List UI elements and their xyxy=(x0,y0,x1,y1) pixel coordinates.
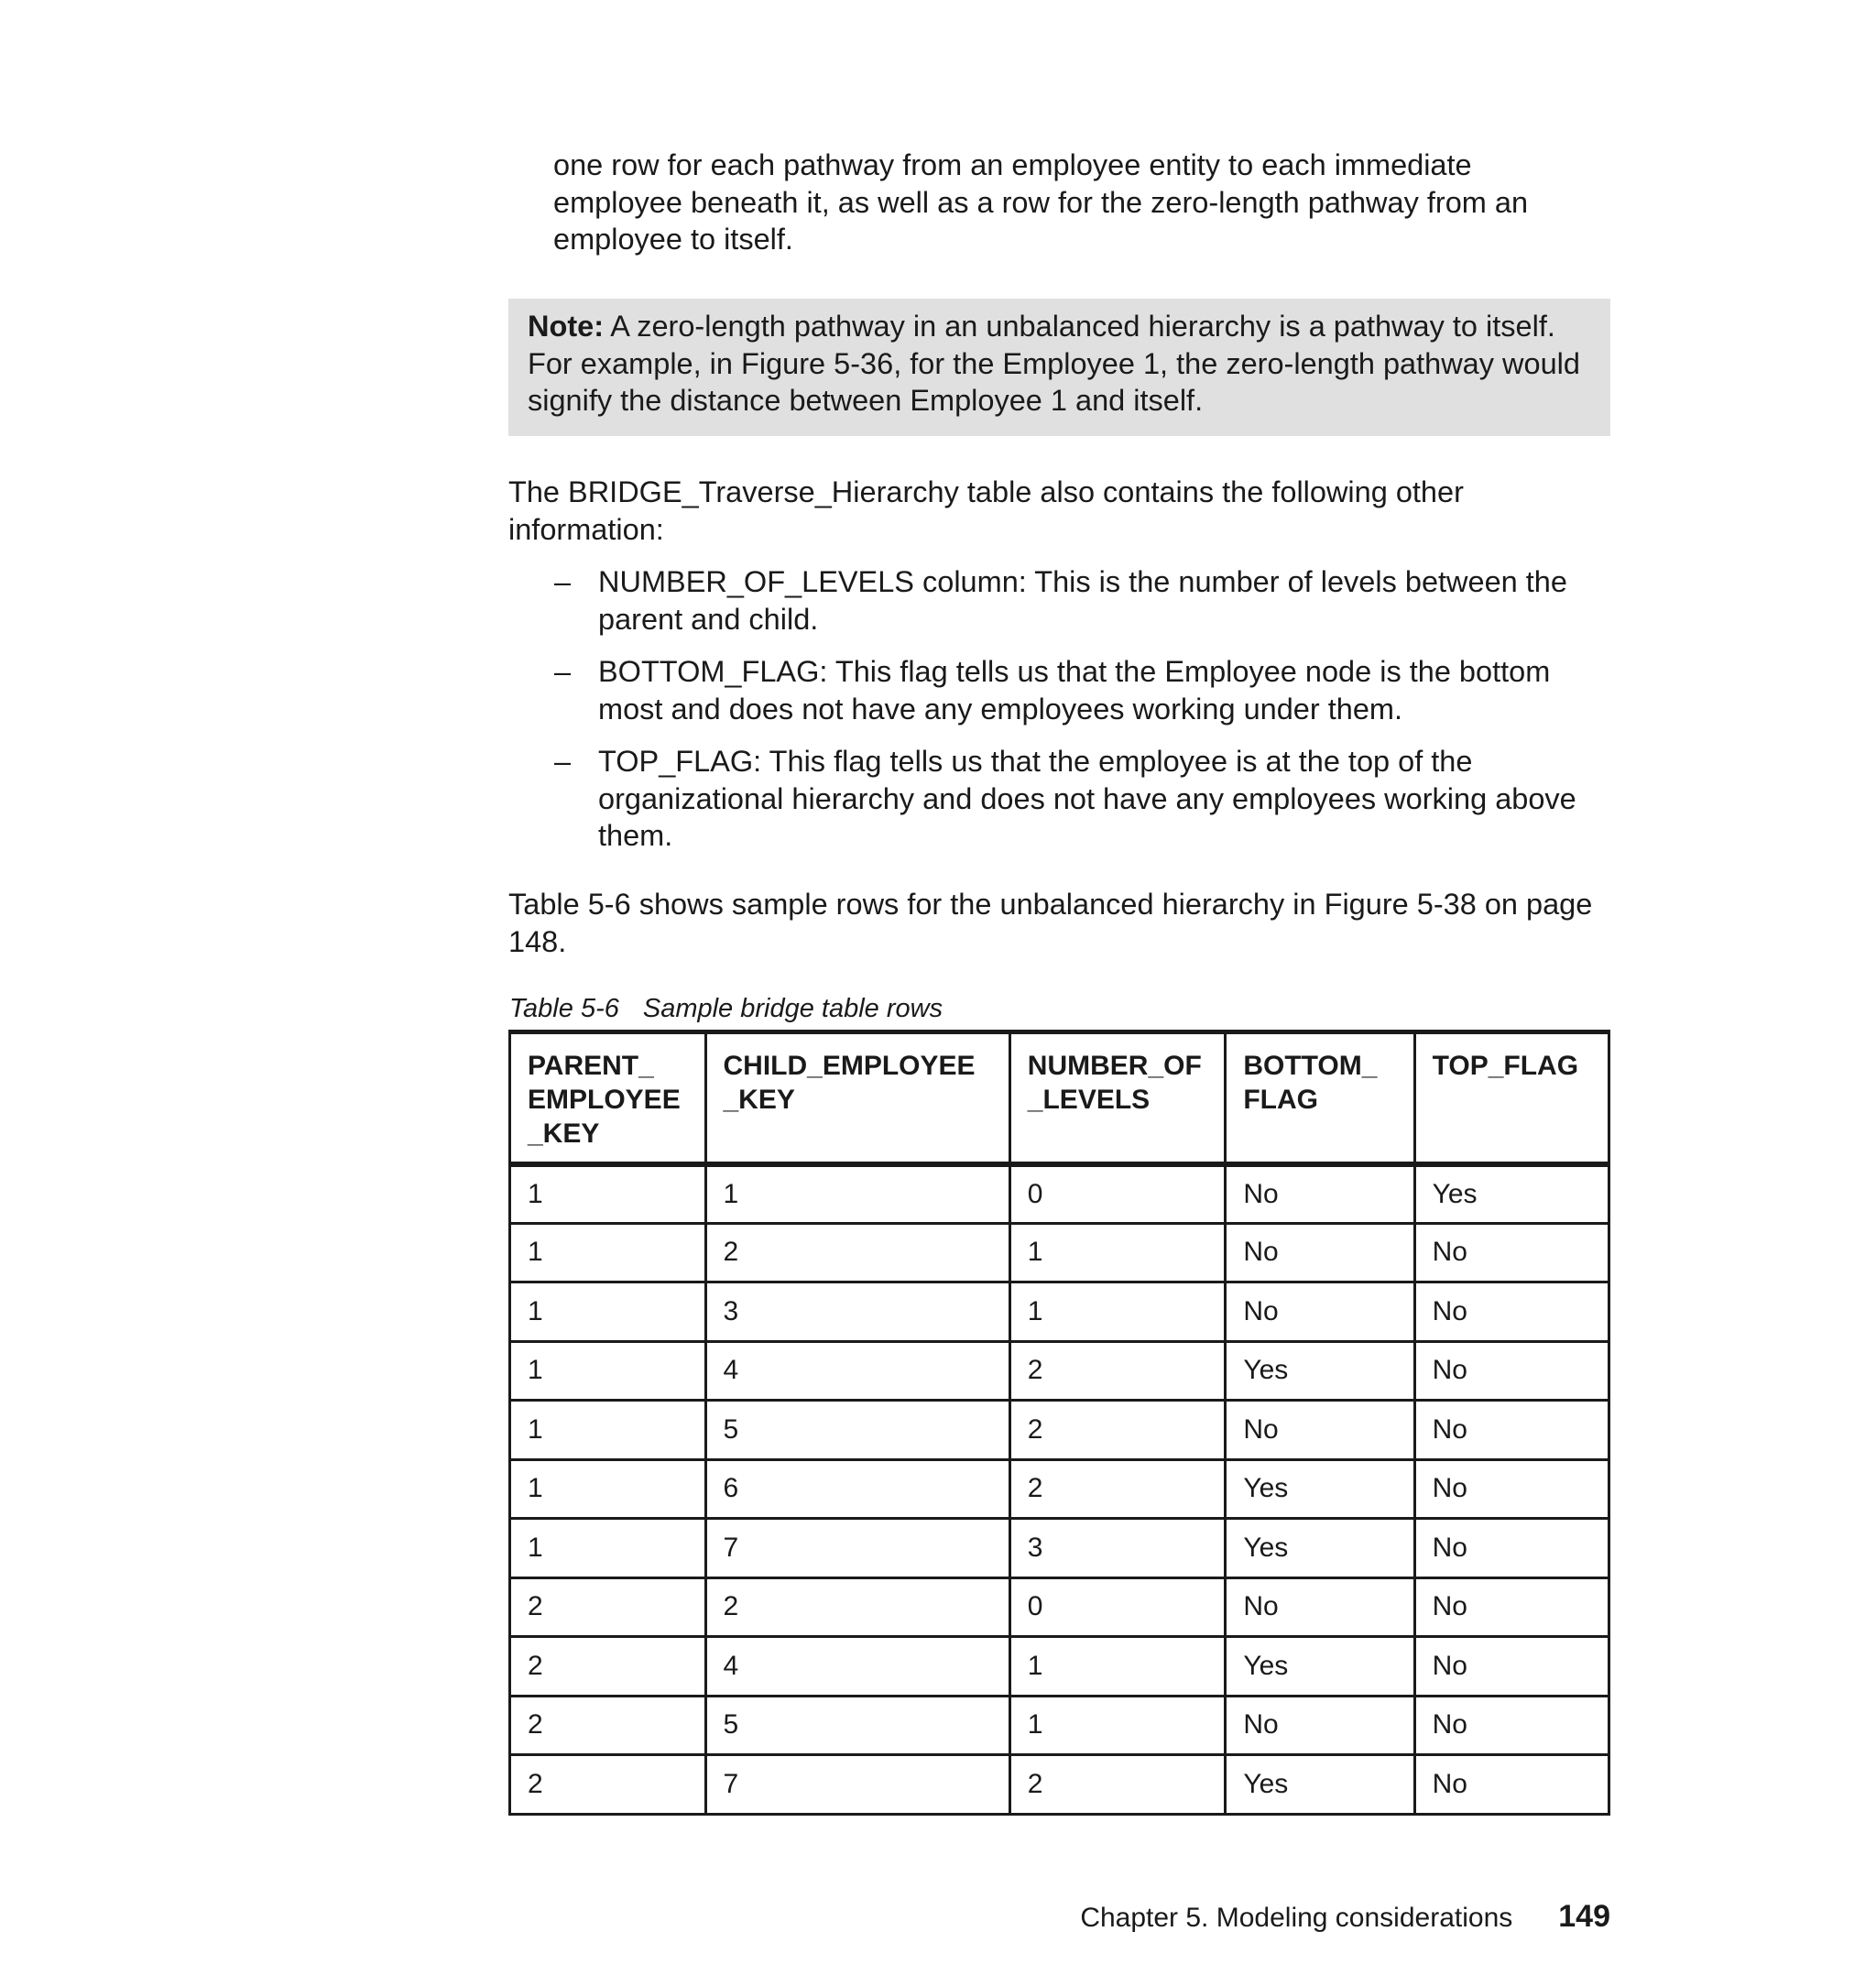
column-header: TOP_FLAG xyxy=(1414,1032,1609,1164)
table-cell: Yes xyxy=(1414,1164,1609,1224)
table-cell: 2 xyxy=(510,1637,706,1697)
table-cell: 1 xyxy=(1009,1223,1226,1282)
footer-chapter-title: Chapter 5. Modeling considerations xyxy=(1080,1903,1513,1933)
table-cell: 7 xyxy=(705,1755,1009,1815)
table-cell: 0 xyxy=(1009,1577,1226,1637)
table-reference-paragraph: Table 5-6 shows sample rows for the unbalanced hierarchy in Figure 5-38 on page 148. xyxy=(508,888,1593,958)
table-row xyxy=(510,1577,1609,1637)
table-cell: 1 xyxy=(1009,1696,1226,1755)
table-cell: 2 xyxy=(1009,1341,1226,1401)
bullet-dash: – xyxy=(554,565,572,598)
bullet-item xyxy=(554,653,1617,727)
table-cell: 4 xyxy=(705,1637,1009,1697)
table-row xyxy=(510,1755,1609,1815)
table-header-row xyxy=(510,1032,1609,1164)
table-cell: No xyxy=(1226,1223,1414,1282)
table-caption-number: Table 5-6 xyxy=(509,994,619,1023)
table-cell: No xyxy=(1226,1696,1414,1755)
intro-line: employee beneath it, as well as a row for the zero-length pathway from an xyxy=(553,185,1529,219)
table-cell: 3 xyxy=(1009,1519,1226,1578)
table-cell: 1 xyxy=(510,1459,706,1519)
intro-line: one row for each pathway from an employee entity to each immediate xyxy=(553,148,1472,181)
table-cell: 1 xyxy=(510,1223,706,1282)
note-text: A zero-length pathway in an unbalanced hierarchy is a pathway to itself. For example, in Figure 5-36, for the Employee 1, the zero-length pathway would signify the distance between Employee 1 and itself. xyxy=(528,310,1580,417)
table-cell: 0 xyxy=(1009,1164,1226,1224)
bullet-dash: – xyxy=(554,745,572,778)
table-cell: No xyxy=(1414,1341,1609,1401)
bullet-item xyxy=(554,563,1617,638)
column-header: CHILD_EMPLOYEE _KEY xyxy=(705,1032,1009,1164)
table-cell: 1 xyxy=(705,1164,1009,1224)
bullet-dash: – xyxy=(554,655,572,688)
table-cell: 7 xyxy=(705,1519,1009,1578)
bullet-text: NUMBER_OF_LEVELS column: This is the number of levels between the parent and child. xyxy=(598,565,1567,636)
table-cell: No xyxy=(1414,1282,1609,1342)
table-cell: No xyxy=(1414,1223,1609,1282)
table-cell: No xyxy=(1414,1401,1609,1460)
table-cell: 2 xyxy=(510,1696,706,1755)
table-cell: 1 xyxy=(1009,1282,1226,1342)
intro-line: employee to itself. xyxy=(553,223,793,256)
table-row xyxy=(510,1223,1609,1282)
table-cell: 1 xyxy=(1009,1637,1226,1697)
table-cell: No xyxy=(1226,1401,1414,1460)
page-number: 149 xyxy=(1558,1899,1610,1934)
table-cell: 1 xyxy=(510,1341,706,1401)
table-row xyxy=(510,1164,1609,1224)
table-cell: 5 xyxy=(705,1696,1009,1755)
table-row xyxy=(510,1341,1609,1401)
table-cell: 1 xyxy=(510,1519,706,1578)
table-cell: No xyxy=(1414,1459,1609,1519)
bullet-text: BOTTOM_FLAG: This flag tells us that the Employee node is the bottom most and does not have any employees working under them. xyxy=(598,655,1551,726)
table-cell: No xyxy=(1414,1696,1609,1755)
table-cell: 6 xyxy=(705,1459,1009,1519)
column-header: PARENT_ EMPLOYEE _KEY xyxy=(510,1032,706,1164)
page-footer xyxy=(1080,1898,1610,1937)
table-cell: 5 xyxy=(705,1401,1009,1460)
table-cell: 3 xyxy=(705,1282,1009,1342)
table-cell: No xyxy=(1414,1577,1609,1637)
table-cell: Yes xyxy=(1226,1459,1414,1519)
table-cell: Yes xyxy=(1226,1755,1414,1815)
table-row xyxy=(510,1282,1609,1342)
table-cell: No xyxy=(1414,1637,1609,1697)
table-cell: No xyxy=(1414,1519,1609,1578)
table-row xyxy=(510,1401,1609,1460)
table-caption-title: Sample bridge table rows xyxy=(642,994,943,1023)
column-header: BOTTOM_ FLAG xyxy=(1226,1032,1414,1164)
table-cell: 2 xyxy=(1009,1459,1226,1519)
table-cell: 2 xyxy=(1009,1401,1226,1460)
table-cell: No xyxy=(1414,1755,1609,1815)
table-row xyxy=(510,1637,1609,1697)
table-cell: Yes xyxy=(1226,1341,1414,1401)
note-box xyxy=(508,299,1610,436)
table-cell: 2 xyxy=(705,1577,1009,1637)
table-cell: 4 xyxy=(705,1341,1009,1401)
table-cell: No xyxy=(1226,1164,1414,1224)
bullet-item xyxy=(554,743,1617,855)
bullet-list xyxy=(554,563,1617,870)
column-header: NUMBER_OF _LEVELS xyxy=(1009,1032,1226,1164)
bridge-paragraph: The BRIDGE_Traverse_Hierarchy table also contains the following other information: xyxy=(508,475,1464,546)
table-cell: Yes xyxy=(1226,1637,1414,1697)
note-label: Note: xyxy=(528,310,605,343)
table-cell: 2 xyxy=(1009,1755,1226,1815)
intro-paragraph xyxy=(553,147,1634,258)
table-row xyxy=(510,1519,1609,1578)
table-cell: 1 xyxy=(510,1164,706,1224)
bullet-text: TOP_FLAG: This flag tells us that the employee is at the top of the organizational hierarchy and does not have any employees working above them. xyxy=(598,745,1576,852)
bridge-table xyxy=(508,1030,1610,1816)
table-row xyxy=(510,1696,1609,1755)
table-cell: 2 xyxy=(510,1755,706,1815)
table-cell: 1 xyxy=(510,1282,706,1342)
table-cell: 2 xyxy=(510,1577,706,1637)
table-cell: 2 xyxy=(705,1223,1009,1282)
table-cell: No xyxy=(1226,1282,1414,1342)
table-caption xyxy=(509,993,943,1024)
table-cell: No xyxy=(1226,1577,1414,1637)
table-cell: 1 xyxy=(510,1401,706,1460)
table-cell: Yes xyxy=(1226,1519,1414,1578)
table-row xyxy=(510,1459,1609,1519)
